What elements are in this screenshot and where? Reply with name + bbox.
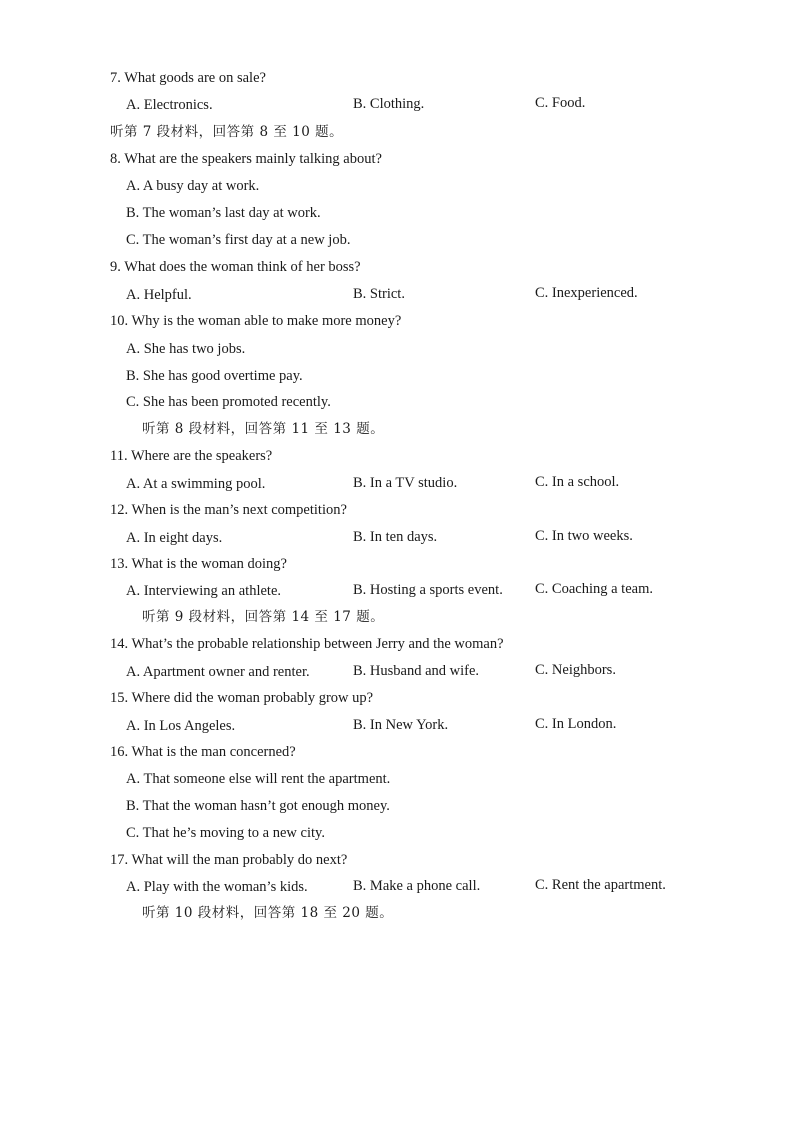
question-14-option-a: A. Apartment owner and renter. <box>126 664 310 680</box>
question-13-stem: 13. What is the woman doing? <box>110 556 287 572</box>
question-14-option-c: C. Neighbors. <box>535 662 616 678</box>
question-10-stem: 10. Why is the woman able to make more money? <box>110 313 402 329</box>
question-13-option-c: C. Coaching a team. <box>535 581 653 597</box>
question-10-option-b: B. She has good overtime pay. <box>126 368 303 384</box>
question-8-option-c: C. The woman’s first day at a new job. <box>126 232 351 248</box>
section-instruction-7: 听第 7 段材料，回答第 8 至 10 题。 <box>110 124 344 140</box>
question-16-option-c: C. That he’s moving to a new city. <box>126 825 325 841</box>
question-10-option-a: A. She has two jobs. <box>126 341 246 357</box>
section-instruction-8: 听第 8 段材料，回答第 11 至 13 题。 <box>142 421 385 437</box>
question-11-option-c: C. In a school. <box>535 474 620 490</box>
question-11-stem: 11. Where are the speakers? <box>110 448 273 464</box>
question-15-option-b: B. In New York. <box>353 717 449 733</box>
question-9-option-a: A. Helpful. <box>126 287 192 303</box>
question-9-option-c: C. Inexperienced. <box>535 285 638 301</box>
question-14-stem: 14. What’s the probable relationship between Jerry and the woman? <box>110 636 504 652</box>
question-11-option-b: B. In a TV studio. <box>353 475 458 491</box>
question-17-option-b: B. Make a phone call. <box>353 878 481 894</box>
question-15-stem: 15. Where did the woman probably grow up? <box>110 690 374 706</box>
question-16-stem: 16. What is the man concerned? <box>110 744 296 760</box>
question-17-option-a: A. Play with the woman’s kids. <box>126 879 308 895</box>
question-9-stem: 9. What does the woman think of her boss? <box>110 259 361 275</box>
question-16-option-a: A. That someone else will rent the apartment. <box>126 771 391 787</box>
question-9-option-b: B. Strict. <box>353 286 405 302</box>
question-8-option-a: A. A busy day at work. <box>126 178 260 194</box>
question-10-option-c: C. She has been promoted recently. <box>126 394 331 410</box>
question-12-option-a: A. In eight days. <box>126 530 223 546</box>
question-12-option-c: C. In two weeks. <box>535 528 633 544</box>
question-15-option-a: A. In Los Angeles. <box>126 718 236 734</box>
question-17-option-c: C. Rent the apartment. <box>535 877 666 893</box>
question-8-stem: 8. What are the speakers mainly talking about? <box>110 151 382 167</box>
section-instruction-10: 听第 10 段材料，回答第 18 至 20 题。 <box>142 905 394 921</box>
question-15-option-c: C. In London. <box>535 716 617 732</box>
question-7-option-c: C. Food. <box>535 95 586 111</box>
question-8-option-b: B. The woman’s last day at work. <box>126 205 321 221</box>
section-instruction-9: 听第 9 段材料，回答第 14 至 17 题。 <box>142 609 385 625</box>
question-14-option-b: B. Husband and wife. <box>353 663 480 679</box>
question-13-option-b: B. Hosting a sports event. <box>353 582 503 598</box>
question-13-option-a: A. Interviewing an athlete. <box>126 583 282 599</box>
question-17-stem: 17. What will the man probably do next? <box>110 852 348 868</box>
question-12-option-b: B. In ten days. <box>353 529 438 545</box>
question-11-option-a: A. At a swimming pool. <box>126 476 266 492</box>
question-7-option-b: B. Clothing. <box>353 96 425 112</box>
question-7-stem: 7. What goods are on sale? <box>110 70 266 86</box>
question-12-stem: 12. When is the man’s next competition? <box>110 502 347 518</box>
question-7-option-a: A. Electronics. <box>126 97 213 113</box>
question-16-option-b: B. That the woman hasn’t got enough money. <box>126 798 390 814</box>
